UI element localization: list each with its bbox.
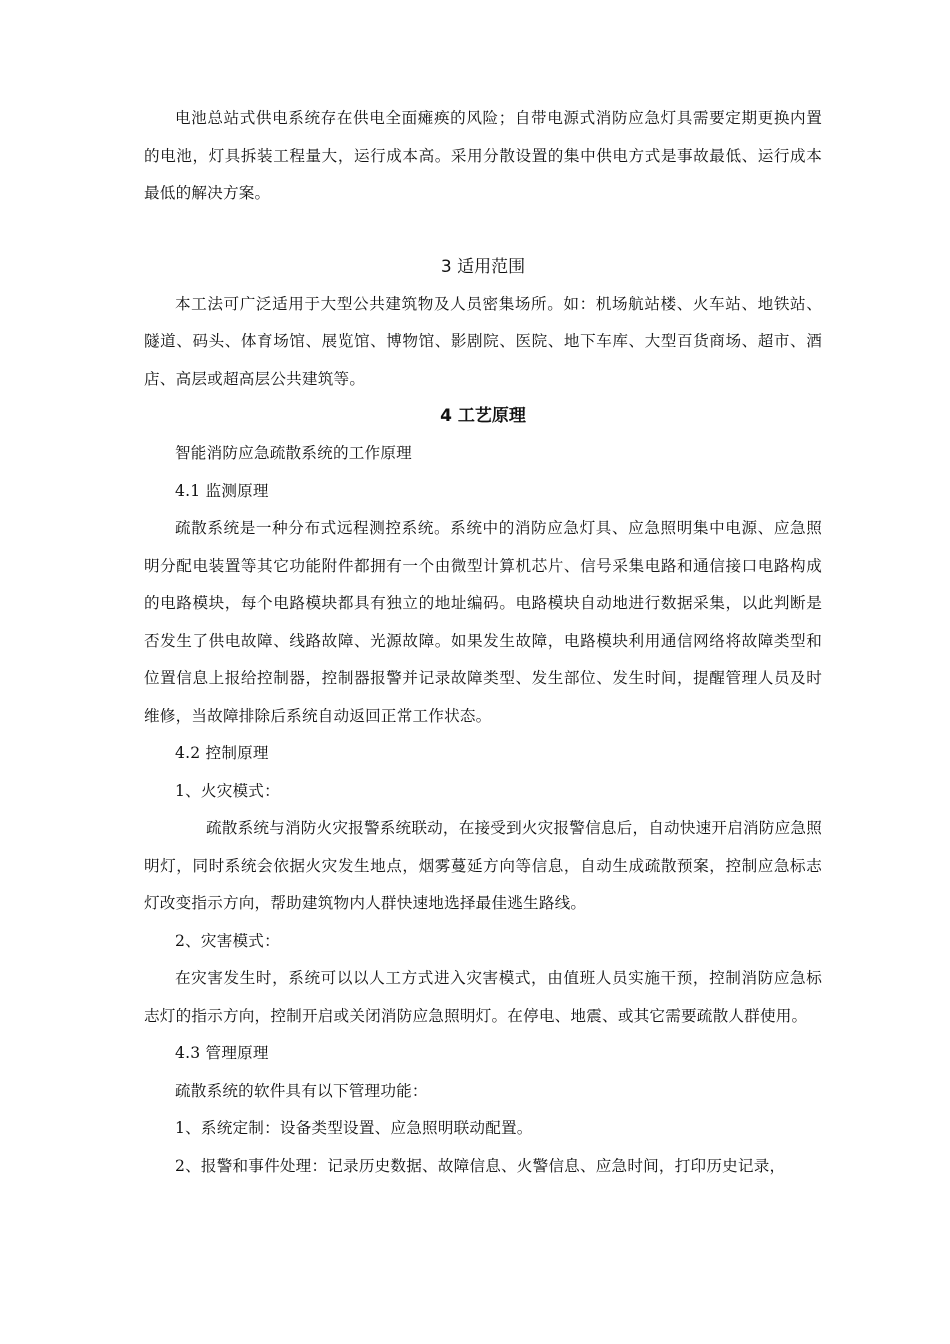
section-heading-scope: 3 适用范围: [440, 256, 526, 277]
manage-item-2: 2、报警和事件处理：记录历史数据、故障信息、火警信息、应急时间，打印历史记录，: [175, 1156, 786, 1175]
scope-paragraph: 本工法可广泛适用于大型公共建筑物及人员密集场所。如：机场航站楼、火车站、地铁站、隧道、码头、体育场馆、展览馆、博物馆、影剧院、医院、地下车库、大型百货商场、超市、酒店、高层或超高层公共建筑等。: [144, 294, 822, 388]
subheading-control: 4.2 控制原理: [175, 744, 269, 762]
intro-paragraph: 电池总站式供电系统存在供电全面瘫痪的风险；自带电源式消防应急灯具需要定期更换内置的电池，灯具拆装工程量大，运行成本高。采用分散设置的集中供电方式是事故最低、运行成本最低的解决方案。: [144, 109, 822, 202]
subheading-manage: 4.3 管理原理: [175, 1044, 269, 1062]
fire-mode-heading: 1、火灾模式：: [175, 781, 280, 800]
document-body: [144, 100, 822, 1185]
fire-mode-paragraph: 疏散系统与消防火灾报警系统联动，在接受到火灾报警信息后，自动快速开启消防应急照明灯，同时系统会依据火灾发生地点，烟雾蔓延方向等信息，自动生成疏散预案，控制应急标志灯改变指示方向，帮助建筑物内人群快速地选择最佳逃生路线。: [144, 819, 822, 912]
subheading-monitor: 4.1 监测原理: [175, 481, 269, 500]
manage-item-1: 1、系统定制：设备类型设置、应急照明联动配置。: [175, 1119, 533, 1137]
manage-intro: 疏散系统的软件具有以下管理功能：: [175, 1081, 428, 1100]
disaster-mode-heading: 2、灾害模式：: [175, 931, 280, 950]
principle-intro: 智能消防应急疏散系统的工作原理: [175, 444, 412, 462]
disaster-mode-paragraph: 在灾害发生时，系统可以以人工方式进入灾害模式，由值班人员实施干预，控制消防应急标志灯的指示方向，控制开启或关闭消防应急照明灯。在停电、地震、或其它需要疏散人群使用。: [144, 969, 822, 1025]
section-heading-principle: 4 工艺原理: [440, 406, 526, 426]
monitor-paragraph: 疏散系统是一种分布式远程测控系统。系统中的消防应急灯具、应急照明集中电源、应急照明分配电装置等其它功能附件都拥有一个由微型计算机芯片、信号采集电路和通信接口电路构成的电路模块，每个电路模块都具有独立的地址编码。电路模块自动地进行数据采集，以此判断是否发生了供电故障、线路故障、光源故障。如果发生故障，电路模块利用通信网络将故障类型和位置信息上报给控制器，控制器报警并记录故障类型、发生部位、发生时间，提醒管理人员及时维修，当故障排除后系统自动返回正常工作状态。: [144, 519, 822, 725]
